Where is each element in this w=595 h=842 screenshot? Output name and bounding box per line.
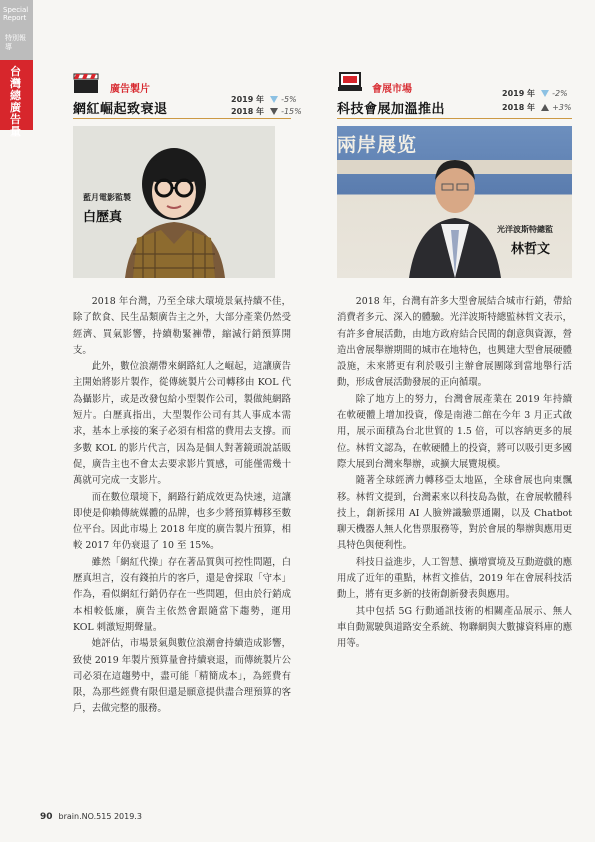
paragraph: 此外，數位浪潮帶來網路紅人之崛起，這讓廣告主開始將影片製作，從傳統製片公司轉移由 KOL 代為攝影片，或是改發包給小型製作公司，製做純網路短片。白歷真指出，大型製作公司有其人事成本需求，基本上承接的案子必須有相當的費用去支撐。而多數 KOL 的影片代言，因為是個人對著鏡頭說話販促，廣告主也不會太去要求影片質感，可能僅需幾十萬就可完成一支影片。 — [73, 361, 291, 487]
left-headline: 網紅崛起致衰退 — [73, 102, 168, 117]
right-photo-name: 林哲文 — [511, 242, 551, 257]
right-category: 會展市場 — [372, 84, 412, 95]
exhibition-stand-icon — [337, 70, 363, 92]
trend-year: 2018 年 — [231, 107, 265, 116]
trend-value: -5% — [281, 95, 297, 104]
right-photo-title: 光洋波斯特總監 — [497, 225, 553, 234]
right-trend-2019 — [502, 88, 568, 99]
paragraph: 其中包括 5G 行動通訊技術的相關產品展示、無人車自動駕駛與道路安全系統、物聯網與大數據資料庫的應用等。 — [337, 605, 572, 650]
paragraph: 隨著全球經濟力轉移亞太地區，全球會展也向東飄移。林哲文提到，台灣素來以科技島為傲，在會展軟體科技上，創新採用 AI 人臉辨識驗票通關，以及 Chatbot 聊天機器人無人化售票服務等，對於會展的舉辦與應用更具特色與便利性。 — [337, 475, 572, 552]
paragraph: 雖然「網紅代操」存在著品質與可控性問題，白歷真坦言，沒有錢拍片的客戶，還是會採取「守本」作為，看似網紅行銷仍存在一些問題，但由於行銷成本相較低廉，廣告主依然會跟隨當下趨勢，運用 KOL 刺激短期聲量。 — [73, 556, 291, 633]
sidebar-chinese-label: 特別報導 — [5, 34, 26, 51]
trend-year: 2019 年 — [231, 95, 265, 104]
right-headline-rule — [337, 118, 572, 119]
trend-value: -2% — [552, 89, 568, 98]
left-photo-title: 藍月電影監製 — [83, 193, 131, 202]
paragraph: 她評估，市場景氣與數位浪潮會持續造成影響，致使 2019 年製片預算量會持續衰退，而傳統製片公司必須在這趨勢中，盡可能「精簡成本」，為經費有限，為那些經費有限但還是願意提供盡合理預算的客戶，去做完整的服務。 — [73, 638, 291, 715]
right-trend-2018 — [502, 102, 571, 113]
up-arrow-icon — [541, 104, 549, 111]
left-category: 廣告製片 — [110, 84, 150, 95]
paragraph: 除了地方上的努力，台灣會展產業在 2019 年持續在軟硬體上增加投資，像是南港二館在今年 3 月正式啟用，展示面積為台北世貿的 1.5 倍，可以容納更多的展位。林哲文認為，在軟硬體上的投資，將可以吸引更多國際大展到台灣來舉辦，或擴大展覽規模。 — [337, 393, 572, 470]
sidebar-english-label: Special Report — [3, 6, 29, 22]
trend-year: 2019 年 — [502, 89, 536, 98]
page-number: 90 — [40, 812, 53, 822]
left-trend-2018 — [231, 106, 302, 117]
trend-value: -15% — [281, 107, 302, 116]
clapperboard-icon — [73, 72, 99, 94]
paragraph: 2018 年台灣，乃至全球大環境景氣持續不佳，除了飲食、民生品類廣告主之外，大部分產業仍然受經濟、買氣影響，持續勒緊褲帶，縮減行銷預算開支。 — [73, 296, 291, 356]
down-arrow-icon — [541, 90, 549, 97]
right-headline: 科技會展加溫推出 — [337, 102, 446, 117]
paragraph: 而在數位環境下，網路行銷成效更為快速，這讓即使是仰賴傳統媒體的品牌，也多少將預算轉移至數位平台。因此市場上 2018 年度的廣告製片預算，相較 2017 年仍衰退了 10 至 15%。 — [73, 491, 291, 552]
sidebar — [0, 0, 33, 842]
left-headline-rule — [73, 118, 291, 119]
paragraph: 科技日益進步，人工智慧、擴增實境及互動遊戲的應用成了近年的重點，林哲文推估，2019 年在會展科技活動上，將有更多新的技術創新發表與應用。 — [337, 556, 572, 601]
issue-label: brain.NO.515 2019.3 — [58, 812, 142, 821]
page-footer — [40, 812, 142, 822]
sidebar-section-label: 台灣總廣告量 — [10, 65, 21, 138]
trend-year: 2018 年 — [502, 103, 536, 112]
right-article-body — [337, 294, 572, 653]
down-arrow-icon — [270, 96, 278, 103]
left-photo-name: 白歷真 — [83, 210, 123, 225]
portrait-photo-right — [337, 126, 572, 278]
down-arrow-icon — [270, 108, 278, 115]
portrait-photo-left — [73, 126, 275, 278]
event-banner-text: 兩岸展览 — [337, 134, 418, 156]
trend-value: +3% — [552, 103, 572, 112]
paragraph: 2018 年，台灣有許多大型會展結合城市行銷，帶給消費者多元、深入的體驗。光洋波斯特總監林哲文表示，有許多會展活動，由地方政府結合民間的創意與資源，營造出會展舉辦期間的城市在地特色，也興建大型會展硬體設施，未來將更有利於吸引主辦會展團隊到當地舉行活動，形成會展活動發展的正向循環。 — [337, 296, 572, 389]
left-article-body — [73, 294, 291, 718]
left-trend-2019 — [231, 94, 297, 105]
